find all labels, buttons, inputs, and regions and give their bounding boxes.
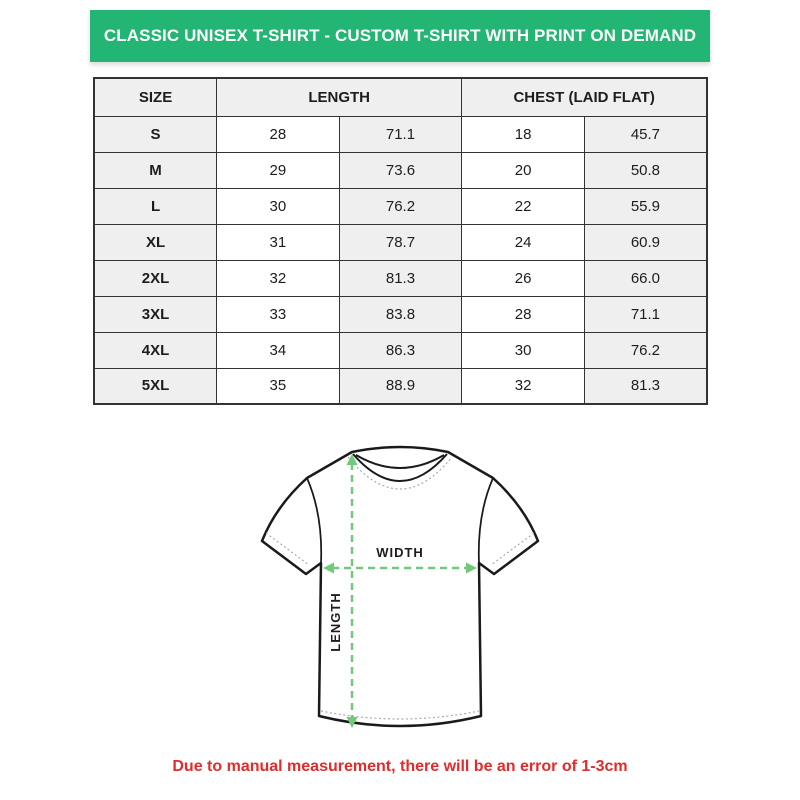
page-title: CLASSIC UNISEX T-SHIRT - CUSTOM T-SHIRT WITH PRINT ON DEMAND	[103, 26, 697, 45]
length-inches: 28	[217, 116, 340, 152]
size-label: S	[94, 116, 217, 152]
chest-inches: 30	[462, 332, 585, 368]
table-header-row	[94, 78, 707, 116]
length-inches: 31	[217, 224, 340, 260]
length-cm: 78.7	[339, 224, 462, 260]
table-row	[94, 116, 707, 152]
chest-cm: 71.1	[584, 296, 707, 332]
chest-cm: 81.3	[584, 368, 707, 404]
tshirt-diagram	[240, 430, 560, 750]
tshirt-outline	[262, 447, 538, 726]
table-row	[94, 332, 707, 368]
size-label: 5XL	[94, 368, 217, 404]
length-inches: 33	[217, 296, 340, 332]
chest-cm: 55.9	[584, 188, 707, 224]
table-row	[94, 188, 707, 224]
length-cm: 83.8	[339, 296, 462, 332]
chest-inches: 22	[462, 188, 585, 224]
size-label: 4XL	[94, 332, 217, 368]
length-cm: 71.1	[339, 116, 462, 152]
chest-cm: 66.0	[584, 260, 707, 296]
size-label: XL	[94, 224, 217, 260]
length-inches: 35	[217, 368, 340, 404]
chest-cm: 45.7	[584, 116, 707, 152]
table-row	[94, 260, 707, 296]
chest-inches: 24	[462, 224, 585, 260]
length-cm: 86.3	[339, 332, 462, 368]
measurement-note: Due to manual measurement, there will be an error of 1-3cm	[172, 758, 628, 775]
length-label: LENGTH	[328, 592, 343, 652]
col-header-length: LENGTH	[217, 78, 462, 116]
chest-cm: 76.2	[584, 332, 707, 368]
col-header-chest: CHEST (LAID FLAT)	[462, 78, 707, 116]
chest-cm: 50.8	[584, 152, 707, 188]
length-inches: 29	[217, 152, 340, 188]
title-banner	[90, 10, 710, 62]
table-row	[94, 296, 707, 332]
table-row	[94, 152, 707, 188]
size-label: 3XL	[94, 296, 217, 332]
length-cm: 76.2	[339, 188, 462, 224]
length-cm: 88.9	[339, 368, 462, 404]
table-row	[94, 224, 707, 260]
chest-inches: 26	[462, 260, 585, 296]
table-row	[94, 368, 707, 404]
col-header-size: SIZE	[94, 78, 217, 116]
chest-inches: 20	[462, 152, 585, 188]
length-cm: 73.6	[339, 152, 462, 188]
length-cm: 81.3	[339, 260, 462, 296]
size-label: 2XL	[94, 260, 217, 296]
width-label: WIDTH	[376, 545, 424, 560]
chest-cm: 60.9	[584, 224, 707, 260]
chest-inches: 32	[462, 368, 585, 404]
length-inches: 30	[217, 188, 340, 224]
chest-inches: 18	[462, 116, 585, 152]
length-inches: 32	[217, 260, 340, 296]
chest-inches: 28	[462, 296, 585, 332]
size-chart-table	[93, 77, 708, 405]
size-label: M	[94, 152, 217, 188]
size-label: L	[94, 188, 217, 224]
length-inches: 34	[217, 332, 340, 368]
